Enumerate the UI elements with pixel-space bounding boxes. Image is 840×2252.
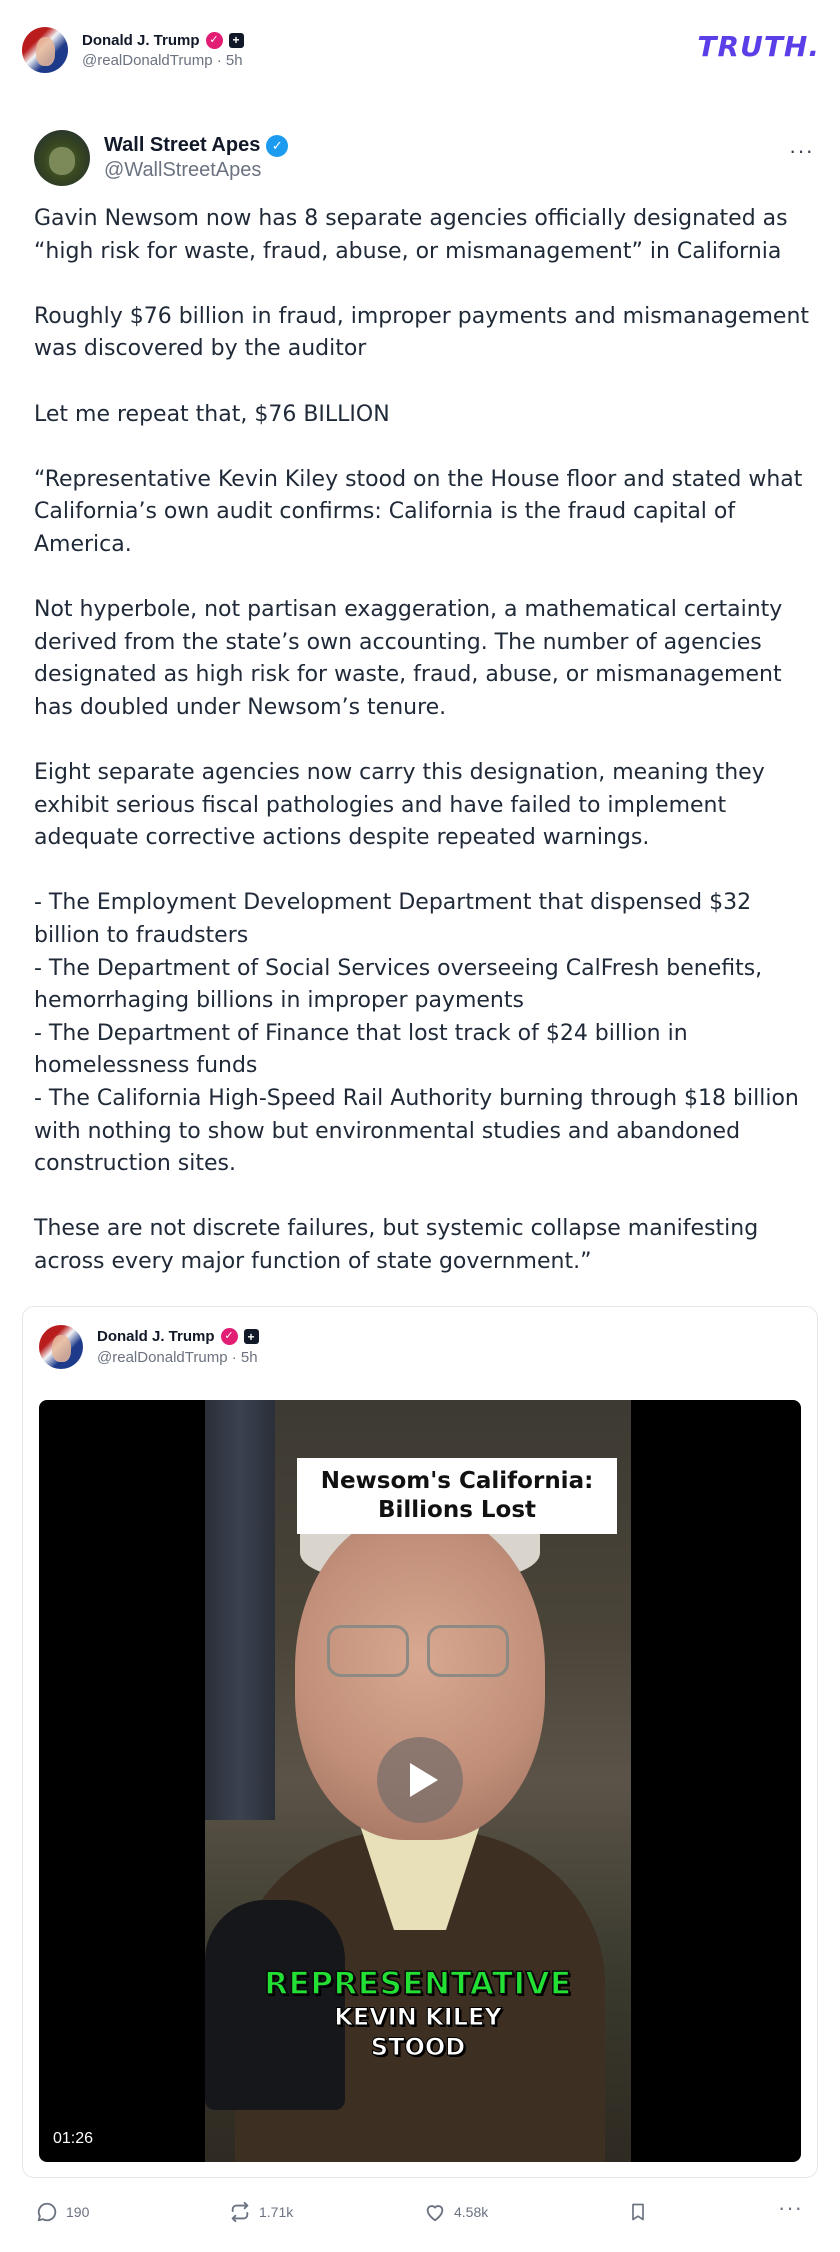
video-caption xyxy=(205,1966,631,2062)
verified-badge-icon: ✓ xyxy=(206,32,223,49)
truth-logo[interactable]: TRUTH. xyxy=(697,30,820,63)
plus-badge-icon: + xyxy=(244,1329,259,1344)
quoted-author-handle[interactable]: @WallStreetApes xyxy=(104,159,262,181)
embedded-author-handle[interactable]: @realDonaldTrump · 5h xyxy=(97,1349,258,1366)
author-name-row xyxy=(82,32,244,49)
embedded-post[interactable] xyxy=(22,1306,818,2178)
video-duration: 01:26 xyxy=(53,2130,94,2147)
post-paragraph: - The Employment Development Department that dispensed $32 billion to fraudsters - The Department of Social Services overseeing CalFresh benefits, hemorrhaging billions in improper payments - The Department of Finance that lost track of $24 billion in homelessness funds - The California High-Speed Rail Authority burning through $18 billion with nothing to show but environmental studies and abandoned construction sites. xyxy=(34,890,799,1177)
post-paragraph: Eight separate agencies now carry this designation, meaning they exhibit serious fiscal pathologies and have failed to implement adequate corrective actions despite repeated warnings. xyxy=(34,760,765,851)
quoted-author-info xyxy=(104,134,288,182)
author-name[interactable]: Donald J. Trump xyxy=(82,31,200,49)
more-icon[interactable]: ··· xyxy=(789,138,814,163)
author-handle[interactable]: @realDonaldTrump · 5h xyxy=(82,51,243,69)
post-body xyxy=(34,203,814,1279)
like-icon xyxy=(424,2201,446,2223)
embedded-author-info xyxy=(97,1328,259,1366)
reply-button[interactable] xyxy=(36,2201,89,2223)
video-title-overlay xyxy=(297,1458,617,1534)
like-count: 4.58k xyxy=(454,2204,489,2220)
video-title-line: Newsom's California: xyxy=(320,1468,594,1494)
verified-badge-icon: ✓ xyxy=(221,1328,238,1345)
embedded-name-row xyxy=(97,1328,259,1345)
post-paragraph: Roughly $76 billion in fraud, improper payments and mismanagement was discovered by the auditor xyxy=(34,303,810,362)
retruth-button[interactable] xyxy=(229,2201,293,2223)
glasses-lens xyxy=(427,1625,509,1677)
caption-line: STOOD xyxy=(370,2033,466,2061)
post-paragraph: Gavin Newsom now has 8 separate agencies officially designated as “high risk for waste, fraud, abuse, or mismanagement” in California xyxy=(34,206,788,264)
action-bar xyxy=(36,2195,806,2231)
caption-line: KEVIN KILEY xyxy=(334,2003,502,2031)
quoted-name-row xyxy=(104,134,288,157)
glasses-lens xyxy=(327,1625,409,1677)
bookmark-button[interactable] xyxy=(628,2201,648,2223)
reply-count: 190 xyxy=(66,2204,90,2220)
quoted-author-name[interactable]: Wall Street Apes xyxy=(104,134,261,156)
post-paragraph: Let me repeat that, $76 BILLION xyxy=(34,401,390,427)
embedded-author-name[interactable]: Donald J. Trump xyxy=(97,1328,215,1345)
post-paragraph: “Representative Kevin Kiley stood on the House floor and stated what California’s own audit confirms: California is the fraud capital of America. xyxy=(34,466,803,557)
post-paragraph: These are not discrete failures, but systemic collapse manifesting across every major function of state government.” xyxy=(34,1216,759,1274)
post-paragraph: Not hyperbole, not partisan exaggeration, a mathematical certainty derived from the state’s own accounting. The number of agencies designated as high risk for waste, fraud, abuse, or mismanagement has doubled under Newsom’s tenure. xyxy=(34,597,783,720)
author-avatar[interactable] xyxy=(22,27,68,73)
quoted-avatar[interactable] xyxy=(34,130,90,186)
bookshelf-bg xyxy=(205,1400,275,1820)
embedded-header xyxy=(39,1325,259,1369)
author-info xyxy=(82,32,244,69)
reply-icon xyxy=(36,2201,58,2223)
more-icon[interactable]: ··· xyxy=(778,2195,803,2220)
video-title-line: Billions Lost xyxy=(377,1497,537,1523)
post-header xyxy=(0,0,840,100)
caption-line: REPRESENTATIVE xyxy=(264,1966,572,2002)
embedded-avatar[interactable] xyxy=(39,1325,83,1369)
plus-badge-icon: + xyxy=(229,33,244,48)
play-icon[interactable] xyxy=(377,1737,463,1823)
retruth-icon xyxy=(229,2201,251,2223)
video-player[interactable] xyxy=(39,1400,801,2162)
verified-badge-icon: ✓ xyxy=(266,135,288,157)
quoted-header xyxy=(34,128,814,188)
bookmark-icon xyxy=(628,2201,648,2223)
retruth-count: 1.71k xyxy=(259,2204,294,2220)
like-button[interactable] xyxy=(424,2201,488,2223)
